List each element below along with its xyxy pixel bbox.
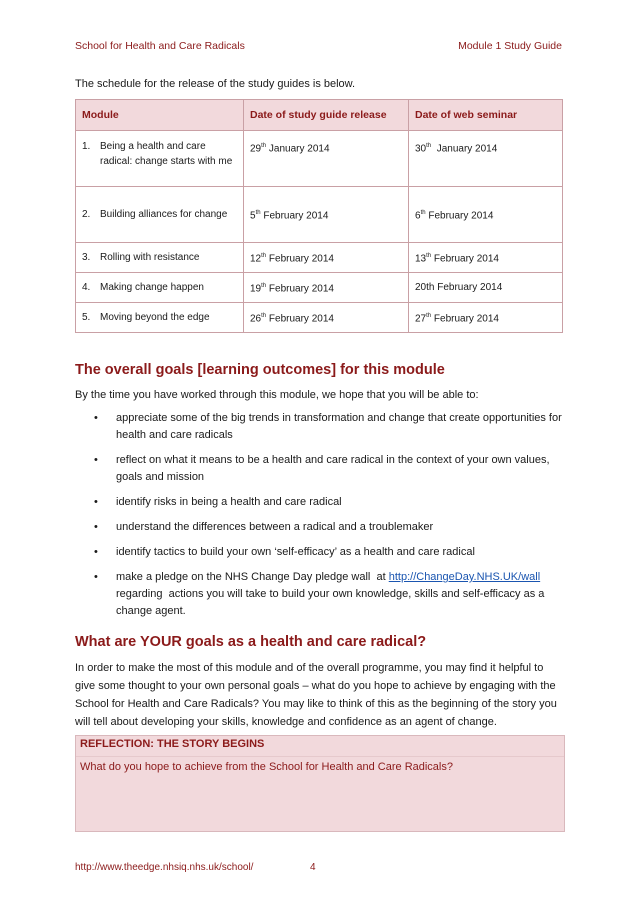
table-row xyxy=(76,243,563,273)
table-header-row xyxy=(76,100,563,131)
your-goals-heading: What are YOUR goals as a health and care radical? xyxy=(75,634,427,650)
module-title: Building alliances for change xyxy=(100,209,228,220)
list-item: • appreciate some of the big trends in transformation and change that create opportunities for health and care radicals xyxy=(94,412,562,441)
bullet-icon: • xyxy=(94,412,98,424)
your-goals-text: In order to make the most of this module and of the overall programme, you may find it helpful to give some thought to your own personal goals – what do you hope to achieve by engaging with the School for Health and Care Radicals? You may like to think of this as the beginning of the story you will tell about developing your skills, knowledge and confidence as an agent of change. xyxy=(75,662,557,728)
pledge-wall-link[interactable]: http://ChangeDay.NHS.UK/wall xyxy=(388,571,541,583)
module-title: Moving beyond the edge xyxy=(100,312,210,323)
bullet-icon: • xyxy=(94,546,98,558)
schedule-intro: The schedule for the release of the study guides is below. xyxy=(75,78,356,90)
list-item: • identify risks in being a health and care radical xyxy=(75,494,565,511)
table-row xyxy=(76,273,563,303)
release-cell: 19th February 2014 xyxy=(244,273,409,303)
module-number: 2. xyxy=(82,209,91,220)
release-cell: 5th February 2014 xyxy=(244,187,409,243)
module-cell xyxy=(76,303,244,333)
module-title: Being a health and care radical: change starts with me xyxy=(100,141,233,167)
module-number: 4. xyxy=(82,282,91,293)
seminar-cell: 13th February 2014 xyxy=(409,243,563,273)
table-row xyxy=(76,303,563,333)
goals-intro: By the time you have worked through this module, we hope that you will be able to: xyxy=(75,389,479,401)
seminar-cell: 6th February 2014 xyxy=(409,187,563,243)
list-item: • reflect on what it means to be a health and care radical in the context of your own values, goals and mission xyxy=(94,454,550,483)
module-number: 3. xyxy=(82,252,91,263)
bullet-icon: • xyxy=(94,496,98,508)
reflection-title: REFLECTION: THE STORY BEGINS xyxy=(76,736,564,757)
table-row xyxy=(76,131,563,187)
col-header-seminar: Date of web seminar xyxy=(409,100,563,131)
list-item-pledge: • make a pledge on the NHS Change Day pledge wall at http://ChangeDay.NHS.UK/wall regarding actions you will take to build your own knowledge, skills and self-efficacy as a change agent. xyxy=(94,571,548,617)
list-item: • understand the differences between a radical and a troublemaker xyxy=(75,519,565,536)
page-number: 4 xyxy=(310,862,316,873)
col-header-release: Date of study guide release xyxy=(244,100,409,131)
col-header-module: Module xyxy=(76,100,244,131)
seminar-cell: 27th February 2014 xyxy=(409,303,563,333)
bullet-icon: • xyxy=(94,571,98,583)
module-cell xyxy=(76,273,244,303)
module-number: 1. xyxy=(82,141,91,152)
module-title: Making change happen xyxy=(100,282,204,293)
table-row xyxy=(76,187,563,243)
module-cell xyxy=(76,243,244,273)
reflection-box xyxy=(75,735,565,832)
list-item: • identify tactics to build your own ‘self-efficacy’ as a health and care radical xyxy=(75,544,565,561)
module-title: Rolling with resistance xyxy=(100,252,200,263)
seminar-cell: 20th February 2014 xyxy=(409,273,563,303)
release-cell: 26th February 2014 xyxy=(244,303,409,333)
goals-heading: The overall goals [learning outcomes] for this module xyxy=(75,362,445,378)
module-number: 5. xyxy=(82,312,91,323)
release-cell: 29th January 2014 xyxy=(244,131,409,187)
footer-url: http://www.theedge.nhsiq.nhs.uk/school/ xyxy=(75,862,254,873)
bullet-icon: • xyxy=(94,454,98,466)
page-footer xyxy=(75,862,316,873)
module-cell xyxy=(76,187,244,243)
header-module: Module 1 Study Guide xyxy=(458,40,562,52)
header-title: School for Health and Care Radicals xyxy=(75,40,245,52)
release-cell: 12th February 2014 xyxy=(244,243,409,273)
module-cell xyxy=(76,131,244,187)
schedule-table xyxy=(75,99,563,333)
bullet-icon: • xyxy=(94,521,98,533)
seminar-cell: 30th January 2014 xyxy=(409,131,563,187)
reflection-question: What do you hope to achieve from the School for Health and Care Radicals? xyxy=(80,761,453,773)
goals-list xyxy=(75,410,565,628)
